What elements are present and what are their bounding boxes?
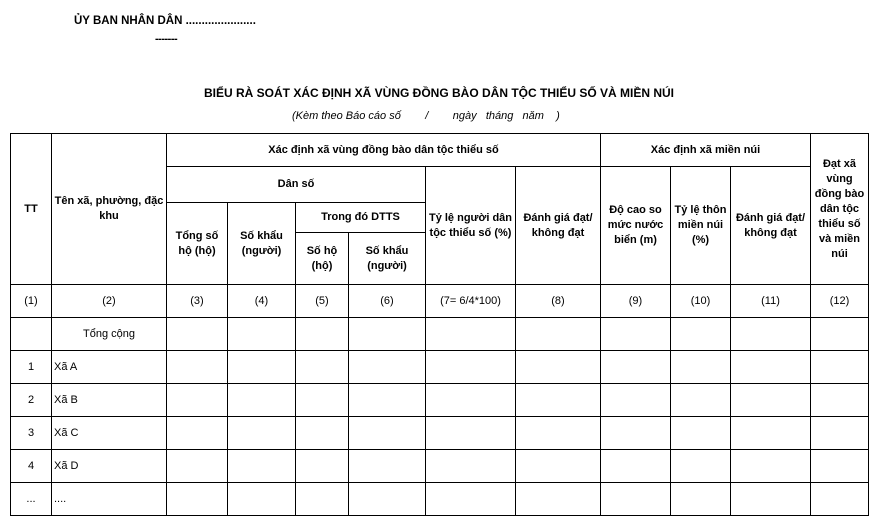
cell <box>811 450 869 483</box>
cell <box>516 351 601 384</box>
cell <box>601 450 671 483</box>
table-row <box>11 384 869 417</box>
cell <box>349 450 426 483</box>
row-name: Xã C <box>52 417 167 450</box>
cell <box>296 483 349 516</box>
column-number: (12) <box>811 285 869 318</box>
row-tt: ... <box>11 483 52 516</box>
cell <box>426 483 516 516</box>
row-tt: 1 <box>11 351 52 384</box>
column-number: (10) <box>671 285 731 318</box>
cell <box>11 318 52 351</box>
cell <box>671 450 731 483</box>
cell <box>671 351 731 384</box>
cell <box>228 384 296 417</box>
cell <box>601 483 671 516</box>
header-ethnic-group: Xác định xã vùng đồng bào dân tộc thiểu số <box>167 134 601 167</box>
cell <box>167 417 228 450</box>
column-number: (9) <box>601 285 671 318</box>
cell <box>811 417 869 450</box>
cell <box>731 318 811 351</box>
cell <box>167 483 228 516</box>
header-ethnic-assessment: Đánh giá đạt/ không đạt <box>516 167 601 285</box>
header-commune-name: Tên xã, phường, đặc khu <box>52 134 167 285</box>
cell <box>167 351 228 384</box>
header-altitude: Độ cao so mức nước biển (m) <box>601 167 671 285</box>
header-dtts-households: Số hộ (hộ) <box>296 233 349 285</box>
cell <box>671 318 731 351</box>
cell <box>296 384 349 417</box>
cell <box>426 417 516 450</box>
cell <box>516 483 601 516</box>
cell <box>426 318 516 351</box>
cell <box>167 384 228 417</box>
header-qualified: Đạt xã vùng đồng bào dân tộc thiểu số và miền núi <box>811 134 869 285</box>
cell <box>349 351 426 384</box>
cell <box>296 351 349 384</box>
row-tt: 4 <box>11 450 52 483</box>
cell <box>811 318 869 351</box>
table-row <box>11 450 869 483</box>
row-tt: 3 <box>11 417 52 450</box>
row-name: Xã B <box>52 384 167 417</box>
row-name: Xã A <box>52 351 167 384</box>
cell <box>601 351 671 384</box>
cell <box>228 450 296 483</box>
header-total-households: Tổng số hộ (hộ) <box>167 203 228 285</box>
header-population: Dân số <box>167 167 426 203</box>
cell <box>167 450 228 483</box>
cell <box>349 483 426 516</box>
header-mountain-village-ratio: Tỷ lệ thôn miền núi (%) <box>671 167 731 285</box>
cell <box>349 384 426 417</box>
total-label: Tổng cộng <box>52 318 167 351</box>
cell <box>516 450 601 483</box>
cell <box>811 483 869 516</box>
cell <box>601 384 671 417</box>
cell <box>426 384 516 417</box>
cell <box>731 450 811 483</box>
document-subtitle: (Kèm theo Báo cáo số / ngày tháng năm ) <box>292 110 560 122</box>
cell <box>228 483 296 516</box>
column-number: (6) <box>349 285 426 318</box>
agency-name: ỦY BAN NHÂN DÂN ...................... <box>74 15 256 27</box>
cell <box>296 417 349 450</box>
row-name: Xã D <box>52 450 167 483</box>
cell <box>228 318 296 351</box>
cell <box>516 417 601 450</box>
column-number: (1) <box>11 285 52 318</box>
review-table <box>10 133 869 516</box>
table-row <box>11 351 869 384</box>
header-dtts: Trong đó DTTS <box>296 203 426 233</box>
column-number: (7= 6/4*100) <box>426 285 516 318</box>
row-name: .... <box>52 483 167 516</box>
cell <box>426 351 516 384</box>
column-number: (2) <box>52 285 167 318</box>
header-mountain-assessment: Đánh giá đạt/ không đạt <box>731 167 811 285</box>
cell <box>601 318 671 351</box>
cell <box>228 417 296 450</box>
cell <box>811 351 869 384</box>
table-row <box>11 417 869 450</box>
cell <box>516 318 601 351</box>
header-tt: TT <box>11 134 52 285</box>
column-number: (4) <box>228 285 296 318</box>
cell <box>296 450 349 483</box>
cell <box>671 384 731 417</box>
header-dtts-people: Số khẩu (người) <box>349 233 426 285</box>
cell <box>731 483 811 516</box>
document-title: BIỂU RÀ SOÁT XÁC ĐỊNH XÃ VÙNG ĐỒNG BÀO DÂN TỘC THIỂU SỐ VÀ MIỀN NÚI <box>203 86 675 100</box>
row-tt: 2 <box>11 384 52 417</box>
total-row <box>11 318 869 351</box>
cell <box>731 351 811 384</box>
table-row <box>11 483 869 516</box>
column-number: (5) <box>296 285 349 318</box>
agency-underline: ------- <box>155 33 178 45</box>
column-number: (3) <box>167 285 228 318</box>
column-number: (11) <box>731 285 811 318</box>
cell <box>811 384 869 417</box>
cell <box>671 483 731 516</box>
cell <box>601 417 671 450</box>
cell <box>167 318 228 351</box>
cell <box>296 318 349 351</box>
cell <box>671 417 731 450</box>
cell <box>731 384 811 417</box>
header-ethnic-ratio: Tỷ lệ người dân tộc thiểu số (%) <box>426 167 516 285</box>
cell <box>349 417 426 450</box>
header-total-people: Số khẩu (người) <box>228 203 296 285</box>
cell <box>349 318 426 351</box>
cell <box>426 450 516 483</box>
cell <box>731 417 811 450</box>
header-mountain-group: Xác định xã miền núi <box>601 134 811 167</box>
cell <box>228 351 296 384</box>
column-number: (8) <box>516 285 601 318</box>
cell <box>516 384 601 417</box>
